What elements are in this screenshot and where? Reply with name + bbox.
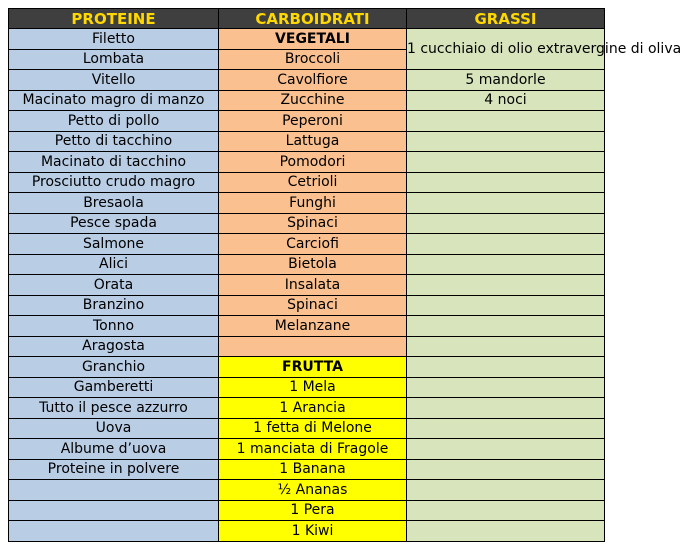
vegetables-title: VEGETALI	[219, 29, 407, 50]
header-fats: GRASSI	[407, 9, 605, 29]
table-row	[9, 111, 605, 132]
vegetable-cell: Lattuga	[219, 131, 407, 152]
fruit-title: FRUTTA	[219, 357, 407, 378]
fat-cell-empty	[407, 336, 605, 357]
protein-cell-empty	[9, 500, 219, 521]
fruit-cell: 1 fetta di Melone	[219, 418, 407, 439]
fruit-cell: ½ Ananas	[219, 480, 407, 501]
fruit-cell: 1 Mela	[219, 377, 407, 398]
table-row	[9, 29, 605, 50]
vegetable-cell: Carciofi	[219, 234, 407, 255]
vegetable-cell-empty	[219, 336, 407, 357]
fat-cell-empty	[407, 131, 605, 152]
fat-cell-empty	[407, 254, 605, 275]
fruit-cell: 1 Pera	[219, 500, 407, 521]
fat-cell-empty	[407, 152, 605, 173]
protein-cell: Aragosta	[9, 336, 219, 357]
table-row	[9, 70, 605, 91]
fat-cell-empty	[407, 459, 605, 480]
protein-cell: Albume d’uova	[9, 439, 219, 460]
protein-cell: Orata	[9, 275, 219, 296]
protein-cell: Tutto il pesce azzurro	[9, 398, 219, 419]
table-row	[9, 377, 605, 398]
table-row	[9, 336, 605, 357]
protein-cell: Filetto	[9, 29, 219, 50]
food-table	[8, 8, 681, 542]
fat-cell: 4 noci	[407, 90, 605, 111]
table-row	[9, 213, 605, 234]
table-row	[9, 254, 605, 275]
vegetable-cell: Melanzane	[219, 316, 407, 337]
vegetable-cell: Cetrioli	[219, 172, 407, 193]
fruit-cell: 1 manciata di Fragole	[219, 439, 407, 460]
fruit-cell: 1 Kiwi	[219, 521, 407, 542]
fat-cell-empty	[407, 316, 605, 337]
protein-cell: Vitello	[9, 70, 219, 91]
vegetable-cell: Peperoni	[219, 111, 407, 132]
protein-cell: Alici	[9, 254, 219, 275]
table-row	[9, 90, 605, 111]
fat-cell-empty	[407, 500, 605, 521]
protein-cell: Proteine in polvere	[9, 459, 219, 480]
fat-cell-empty	[407, 275, 605, 296]
table-row	[9, 480, 605, 501]
vegetable-cell: Funghi	[219, 193, 407, 214]
fat-cell-empty	[407, 521, 605, 542]
protein-cell: Macinato magro di manzo	[9, 90, 219, 111]
table-row	[9, 398, 605, 419]
vegetable-cell: Bietola	[219, 254, 407, 275]
table-row	[9, 295, 605, 316]
protein-cell: Tonno	[9, 316, 219, 337]
table-row	[9, 418, 605, 439]
fat-cell-empty	[407, 377, 605, 398]
header-proteins: PROTEINE	[9, 9, 219, 29]
protein-cell: Salmone	[9, 234, 219, 255]
fat-cell-empty	[407, 213, 605, 234]
fruit-cell: 1 Arancia	[219, 398, 407, 419]
fat-cell-empty	[407, 480, 605, 501]
protein-cell: Lombata	[9, 49, 219, 70]
table-row	[9, 234, 605, 255]
header-carbs: CARBOIDRATI	[219, 9, 407, 29]
table-row	[9, 152, 605, 173]
vegetable-cell: Broccoli	[219, 49, 407, 70]
vegetable-cell: Spinaci	[219, 295, 407, 316]
fat-cell-empty	[407, 418, 605, 439]
table-row	[9, 131, 605, 152]
protein-cell: Petto di tacchino	[9, 131, 219, 152]
table-row	[9, 316, 605, 337]
fat-cell-empty	[407, 398, 605, 419]
protein-cell: Petto di pollo	[9, 111, 219, 132]
protein-cell-empty	[9, 521, 219, 542]
fat-cell-empty	[407, 172, 605, 193]
fat-cell-empty	[407, 295, 605, 316]
table-row	[9, 459, 605, 480]
fruit-cell: 1 Banana	[219, 459, 407, 480]
table-row	[9, 439, 605, 460]
fat-cell-empty	[407, 357, 605, 378]
header-row	[9, 9, 605, 29]
vegetable-cell: Insalata	[219, 275, 407, 296]
vegetable-cell: Pomodori	[219, 152, 407, 173]
table-row	[9, 172, 605, 193]
protein-cell: Branzino	[9, 295, 219, 316]
protein-cell-empty	[9, 480, 219, 501]
protein-cell: Pesce spada	[9, 213, 219, 234]
protein-cell: Prosciutto crudo magro	[9, 172, 219, 193]
table-row	[9, 521, 605, 542]
fat-cell-empty	[407, 193, 605, 214]
protein-cell: Bresaola	[9, 193, 219, 214]
table-row	[9, 500, 605, 521]
fat-cell-olive-oil: 1 cucchiaio di olio extravergine di oliva	[407, 29, 605, 70]
vegetable-cell: Zucchine	[219, 90, 407, 111]
protein-cell: Granchio	[9, 357, 219, 378]
vegetable-cell: Spinaci	[219, 213, 407, 234]
vegetable-cell: Cavolfiore	[219, 70, 407, 91]
protein-cell: Gamberetti	[9, 377, 219, 398]
fat-cell-empty	[407, 439, 605, 460]
fat-cell-empty	[407, 234, 605, 255]
fat-cell-empty	[407, 111, 605, 132]
protein-cell: Uova	[9, 418, 219, 439]
table-row	[9, 275, 605, 296]
protein-cell: Macinato di tacchino	[9, 152, 219, 173]
fat-cell: 5 mandorle	[407, 70, 605, 91]
table-row	[9, 357, 605, 378]
table-row	[9, 193, 605, 214]
